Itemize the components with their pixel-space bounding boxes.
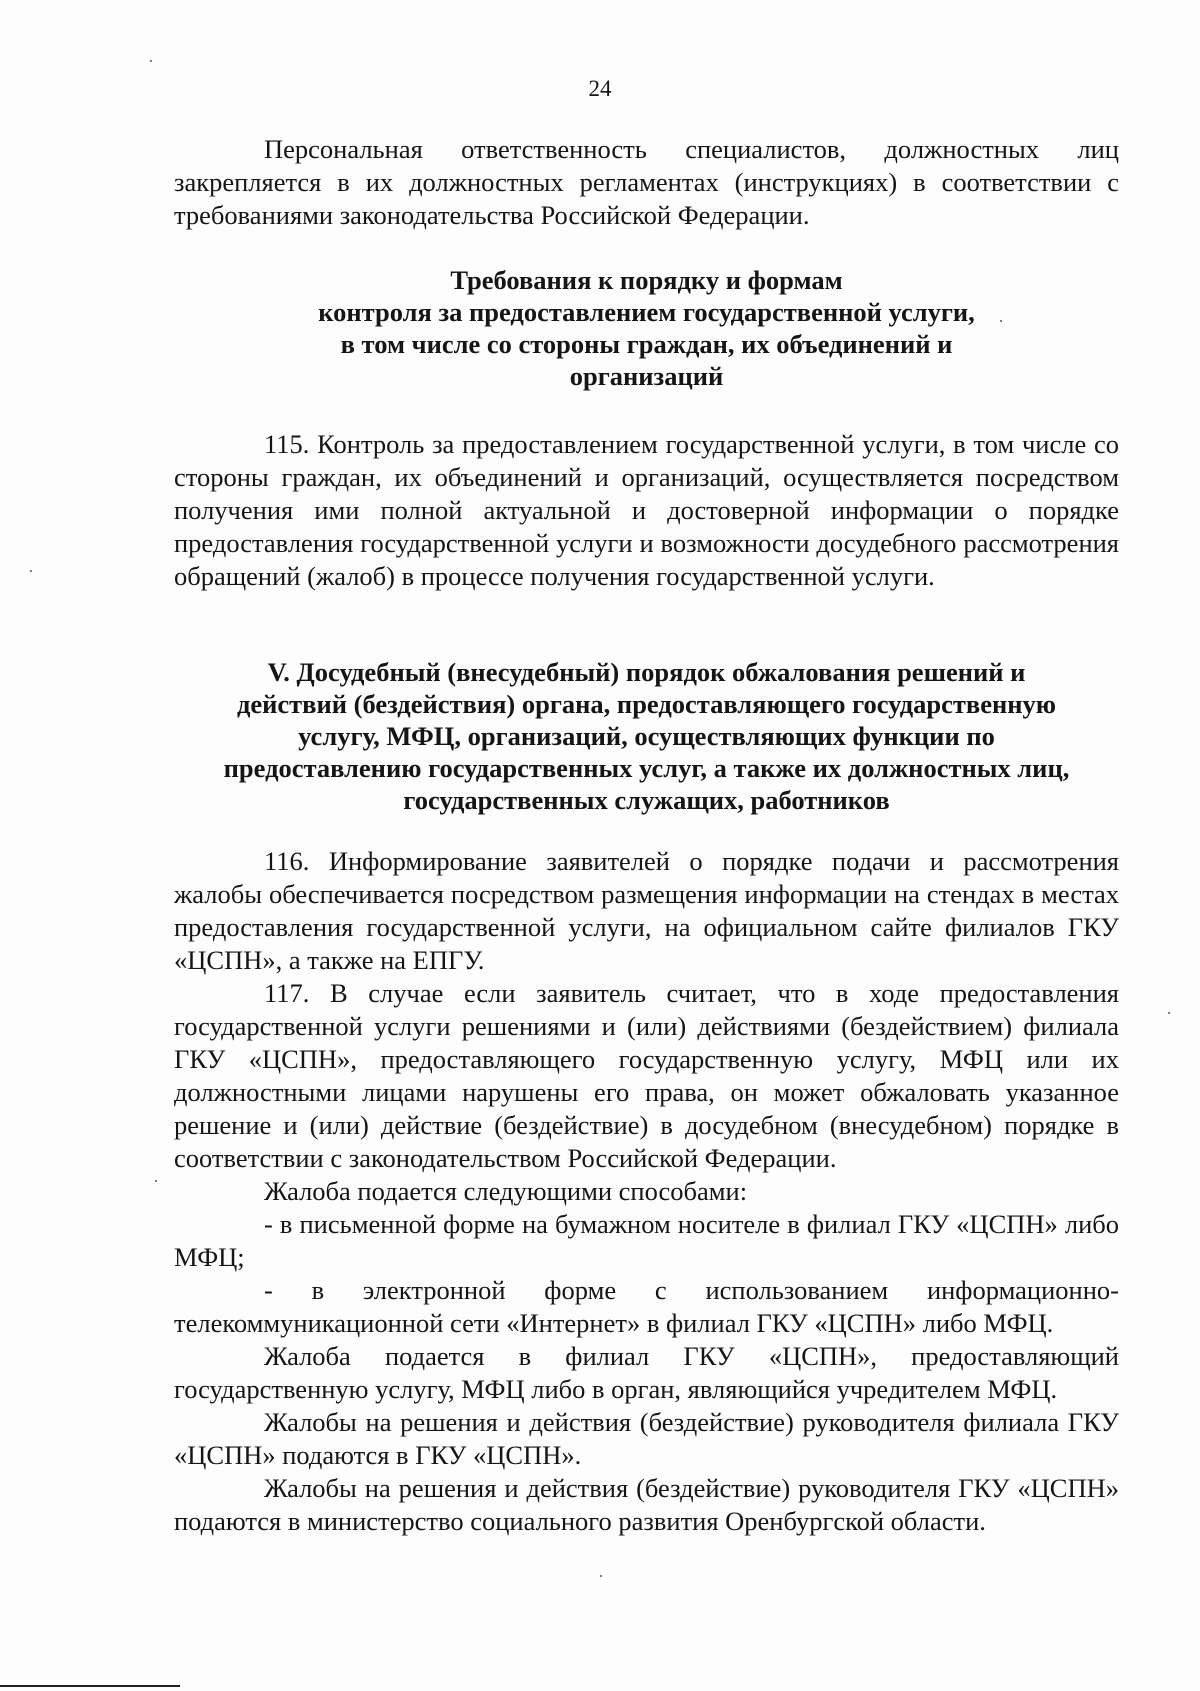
paragraph-117: 117. В случае если заявитель считает, что в ходе предоставления государственной услуги решениями и (или) действиями (бездействием) филиала ГКУ «ЦСПН», предоставляющего государственную услугу, МФЦ или их должностными лицами нарушены его права, он может обжаловать указанное решение и (или) действие (бездействие) в досудебном (внесудебном) порядке в соответствии с законодательством Российской Федерации. <box>174 978 1119 1173</box>
method-paper: - в письменной форме на бумажном носителе в филиал ГКУ «ЦСПН» либо МФЦ; <box>174 1209 1119 1272</box>
method-electronic-continuation: телекоммуникационной сети «Интернет» в филиал ГКУ «ЦСПН» либо МФЦ. <box>174 1308 1054 1338</box>
word: в <box>311 1275 325 1305</box>
heading-line: в том числе со стороны граждан, их объединений и <box>340 329 953 359</box>
heading-line: государственных служащих, работников <box>403 785 890 815</box>
scan-speck <box>155 1180 157 1182</box>
word: с <box>654 1275 667 1305</box>
section-115 <box>174 428 1119 593</box>
intro-block <box>174 133 1119 232</box>
method-electronic-first-line <box>264 1274 1119 1307</box>
heading-line: организаций <box>569 361 724 391</box>
section-116-117 <box>174 845 1119 1538</box>
scan-speck <box>1000 320 1002 322</box>
scan-edge-line <box>0 1685 180 1687</box>
heading-line: действий (бездействия) органа, предоставляющего государственную <box>236 689 1057 719</box>
scan-speck <box>150 60 152 62</box>
paragraph-gku-head: Жалобы на решения и действия (бездействие) руководителя ГКУ «ЦСПН» подаются в министерство социального развития Оренбургской области. <box>174 1473 1119 1536</box>
heading-section-v <box>174 656 1119 816</box>
heading-line: услугу, МФЦ, организаций, осуществляющих функции по <box>298 721 995 751</box>
heading-line: Требования к порядку и формам <box>450 265 843 295</box>
method-electronic <box>174 1274 1119 1307</box>
scan-speck <box>30 570 32 572</box>
heading-line: V. Досудебный (внесудебный) порядок обжалования решений и <box>267 657 1026 687</box>
heading-control-requirements <box>174 264 1119 392</box>
paragraph-submission: Жалоба подается в филиал ГКУ «ЦСПН», предоставляющий государственную услугу, МФЦ либо в орган, являющийся учредителем МФЦ. <box>174 1341 1119 1404</box>
page-number: 24 <box>588 76 612 101</box>
word: - <box>264 1275 273 1305</box>
word: использованием <box>705 1275 889 1305</box>
scan-speck <box>1168 1012 1170 1014</box>
paragraph-115: 115. Контроль за предоставлением государственной услуги, в том числе со стороны граждан, их объединений и организаций, осуществляется посредством получения ими полной актуальной и достоверной информации о порядке предоставления государственной услуги и возможности досудебного рассмотрения обращений (жалоб) в процессе получения государственной услуги. <box>174 429 1119 591</box>
word: электронной <box>362 1275 506 1305</box>
heading-line: контроля за предоставлением государственной услуги, <box>318 297 975 327</box>
scan-speck <box>600 1575 602 1577</box>
methods-intro: Жалоба подается следующими способами: <box>264 1176 748 1206</box>
paragraph-branch-head: Жалобы на решения и действия (бездействие) руководителя филиала ГКУ «ЦСПН» подаются в ГКУ «ЦСПН». <box>174 1407 1119 1470</box>
word: информационно- <box>926 1275 1119 1305</box>
intro-paragraph: Персональная ответственность специалистов, должностных лиц закрепляется в их должностных регламентах (инструкциях) в соответствии с требованиями законодательства Российской Федерации. <box>174 134 1119 230</box>
word: форме <box>544 1275 617 1305</box>
heading-line: предоставлению государственных услуг, а также их должностных лиц, <box>223 753 1070 783</box>
paragraph-116: 116. Информирование заявителей о порядке подачи и рассмотрения жалобы обеспечивается посредством размещения информации на стендах в местах предоставления государственной услуги, на официальном сайте филиалов ГКУ «ЦСПН», а также на ЕПГУ. <box>174 846 1119 975</box>
